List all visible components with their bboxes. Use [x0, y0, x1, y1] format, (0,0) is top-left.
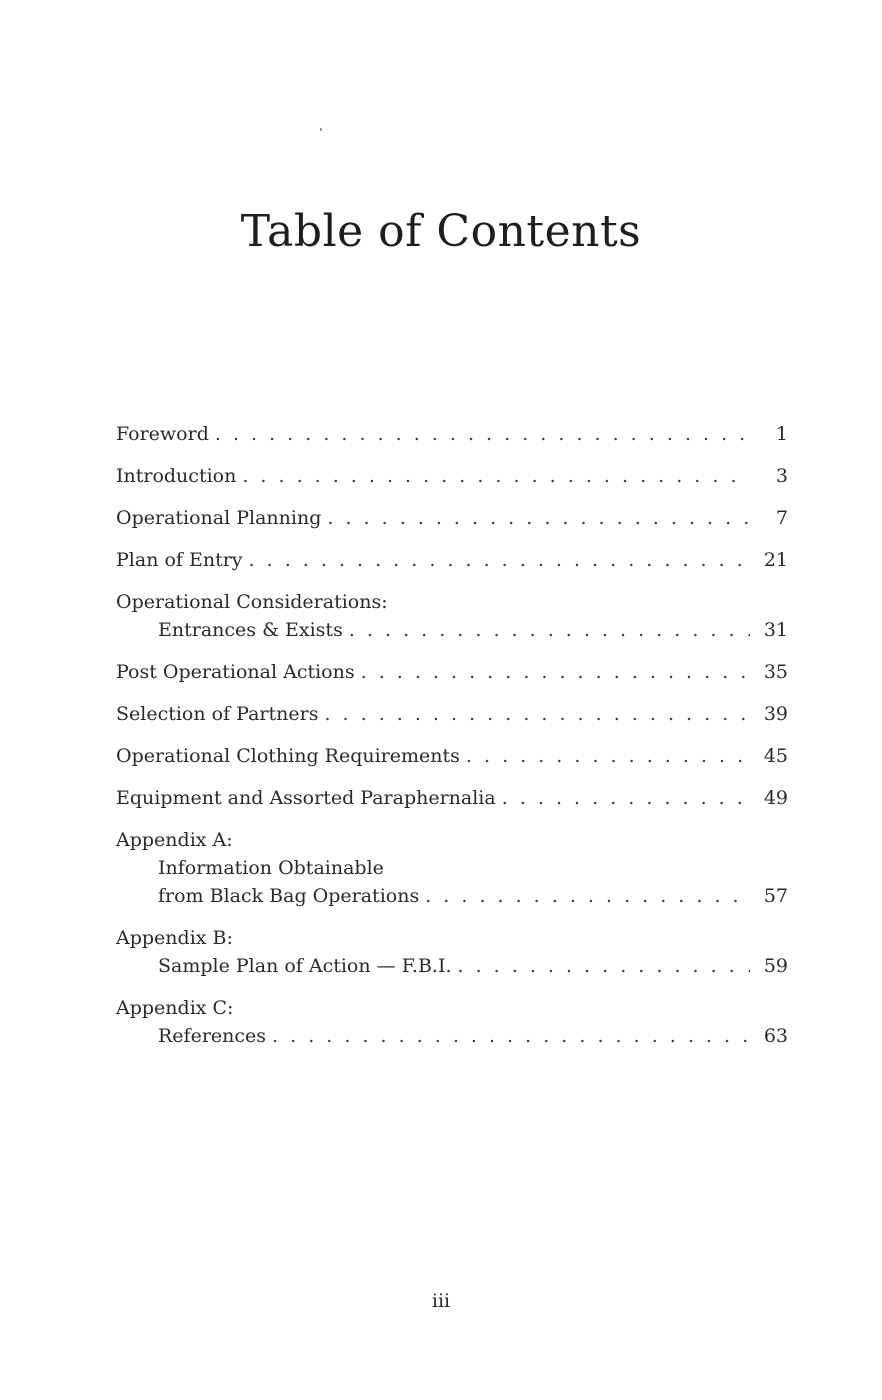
- toc-dot-leader: [324, 700, 750, 728]
- scan-speck: [320, 128, 322, 131]
- toc-page-number: 59: [763, 955, 788, 977]
- toc-entry-line: [116, 924, 788, 952]
- toc-entry-label: Foreword: [116, 423, 209, 445]
- toc-dot-leader: [327, 504, 750, 532]
- toc-entry-subline: [116, 1022, 788, 1050]
- toc-entry: [116, 924, 788, 980]
- toc-page-number: 63: [763, 1025, 788, 1047]
- toc-dot-leader: [425, 882, 750, 910]
- toc-page-number: 49: [763, 787, 788, 809]
- toc-entry-label: Information Obtainable: [158, 857, 384, 879]
- toc-entry-label: Sample Plan of Action — F.B.I.: [158, 955, 452, 977]
- toc-entry-line: [116, 826, 788, 854]
- toc-entry: [116, 504, 788, 532]
- toc-entry-line: [116, 504, 788, 532]
- toc-page-number: 45: [763, 745, 788, 767]
- toc-entry-label: Entrances & Exists: [158, 619, 343, 641]
- toc-entry: [116, 462, 788, 490]
- toc-entry: [116, 546, 788, 574]
- toc-dot-leader: [272, 1022, 750, 1050]
- page-number-footer: iii: [431, 1290, 451, 1312]
- toc-entry: [116, 658, 788, 686]
- toc-dot-leader: [458, 952, 751, 980]
- toc-entry-label: Plan of Entry: [116, 549, 243, 571]
- toc-entry-line: [116, 658, 788, 686]
- toc-page-number: 7: [775, 507, 788, 529]
- toc-entry-label: Post Operational Actions: [116, 661, 355, 683]
- toc-entry-label: Operational Considerations:: [116, 591, 388, 613]
- toc-page-number: 31: [763, 619, 788, 641]
- toc-dot-leader: [502, 784, 750, 812]
- toc-entry-label: Appendix A:: [116, 829, 233, 851]
- toc-entry-subline: [116, 616, 788, 644]
- toc-dot-leader: [466, 742, 750, 770]
- toc-page-number: 57: [763, 885, 788, 907]
- toc-entry-label: Appendix B:: [116, 927, 233, 949]
- toc-entry: [116, 826, 788, 910]
- toc-dot-leader: [349, 616, 750, 644]
- toc-dot-leader: [249, 546, 750, 574]
- toc-page-number: 39: [763, 703, 788, 725]
- toc-entry: [116, 742, 788, 770]
- toc-entry-line: [116, 588, 788, 616]
- toc-page-number: 35: [763, 661, 788, 683]
- toc-entry-line: [116, 784, 788, 812]
- toc-dot-leader: [242, 462, 750, 490]
- toc-entry: [116, 784, 788, 812]
- toc-dot-leader: [361, 658, 750, 686]
- toc-entry-label: Operational Clothing Requirements: [116, 745, 460, 767]
- toc-entry-line: [116, 742, 788, 770]
- toc-entry-line: [116, 546, 788, 574]
- toc-entry: [116, 700, 788, 728]
- toc-entry-label: Equipment and Assorted Paraphernalia: [116, 787, 496, 809]
- toc-page-number: 1: [775, 423, 788, 445]
- toc-page-number: 21: [763, 549, 788, 571]
- toc-entry-label: Introduction: [116, 465, 237, 487]
- toc-entry: [116, 994, 788, 1050]
- toc-entry-line: [116, 462, 788, 490]
- toc-entry: [116, 588, 788, 644]
- toc-entry-label: Selection of Partners: [116, 703, 319, 725]
- toc-entry-label: from Black Bag Operations: [158, 885, 420, 907]
- page-title: Table of Contents: [240, 206, 642, 257]
- toc-entry-label: Operational Planning: [116, 507, 322, 529]
- toc-entry-line: [116, 700, 788, 728]
- toc-entry-subline: [116, 952, 788, 980]
- toc-entry-subline: [116, 854, 788, 882]
- toc-entry-subline: [116, 882, 788, 910]
- toc-entry-label: References: [158, 1025, 267, 1047]
- toc-entry: [116, 420, 788, 448]
- toc-entry-label: Appendix C:: [116, 997, 234, 1019]
- toc-page-number: 3: [775, 465, 788, 487]
- table-of-contents: [116, 420, 788, 1064]
- toc-entry-line: [116, 420, 788, 448]
- toc-dot-leader: [215, 420, 750, 448]
- toc-entry-line: [116, 994, 788, 1022]
